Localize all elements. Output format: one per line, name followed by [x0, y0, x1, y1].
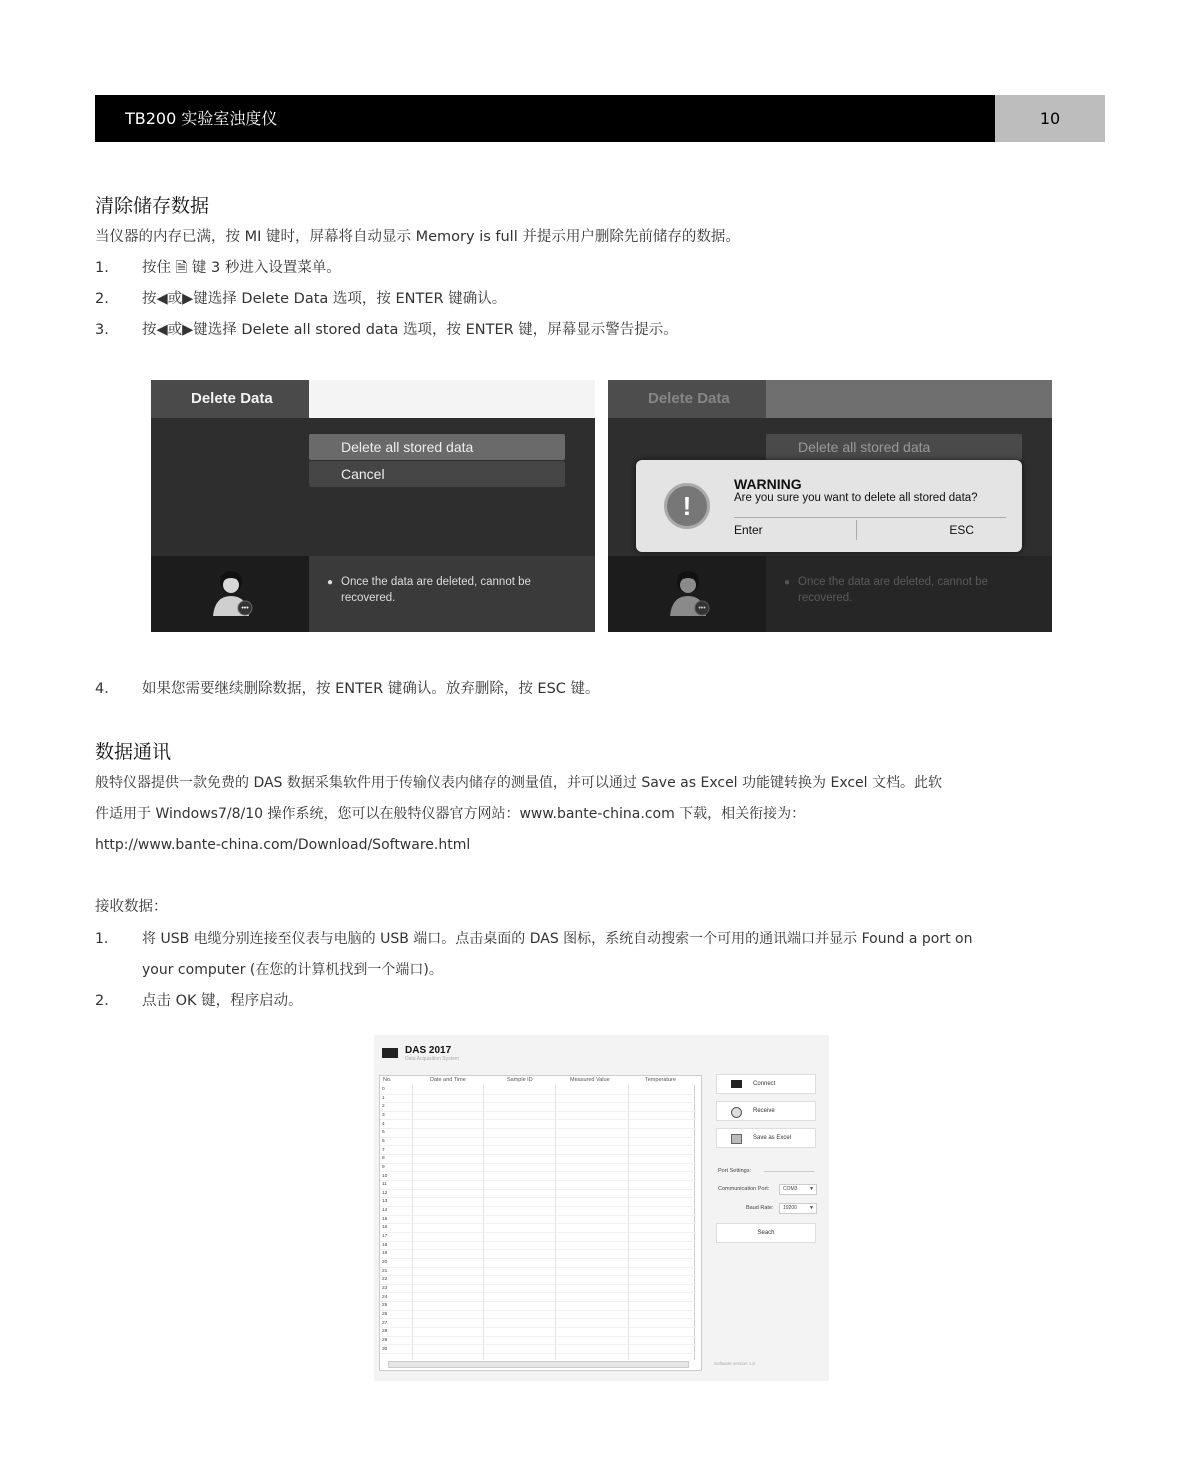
- warning-dialog: [636, 460, 1022, 552]
- button-label: Save as Excel: [753, 1135, 792, 1141]
- baud-rate-select[interactable]: [779, 1203, 817, 1214]
- row-gridline: [380, 1180, 696, 1181]
- chevron-down-icon: ▼: [809, 1205, 814, 1211]
- table-row-number: 19: [382, 1251, 388, 1257]
- column-header: Date and Time: [430, 1077, 466, 1083]
- table-row-number: 30: [382, 1346, 388, 1352]
- app-title: DAS 2017: [405, 1045, 452, 1056]
- download-arrow-icon: [731, 1107, 742, 1118]
- data-table[interactable]: [379, 1075, 702, 1371]
- table-row-number: 20: [382, 1260, 388, 1265]
- table-row-number: 18: [382, 1242, 388, 1248]
- port-settings-label: Port Settings:: [718, 1168, 752, 1174]
- table-row-number: 10: [382, 1173, 388, 1179]
- select-value: COM3: [783, 1186, 798, 1192]
- row-gridline: [380, 1223, 696, 1224]
- download-link[interactable]: http://www.bante-china.com/Download/Software.html: [95, 837, 471, 853]
- list-text: 按◀或▶键选择 Delete Data 选项，按 ENTER 键确认。: [142, 291, 507, 307]
- row-gridline: [380, 1171, 696, 1172]
- row-gridline: [380, 1111, 696, 1112]
- row-gridline: [380, 1258, 696, 1259]
- receive-button[interactable]: [716, 1101, 816, 1121]
- page-header: [95, 95, 1105, 142]
- list-text: 将 USB 电缆分别连接至仪表与电脑的 USB 端口。点击桌面的 DAS 图标，系统自动搜索一个可用的通讯端口并显示 Found a port on: [142, 931, 973, 947]
- row-gridline: [380, 1215, 696, 1216]
- dialog-enter-button[interactable]: Enter: [734, 523, 763, 537]
- das-software-window: [374, 1035, 829, 1381]
- row-gridline: [380, 1189, 696, 1190]
- screen-hint: Once the data are deleted, cannot be recovered.: [341, 576, 531, 604]
- paragraph-line: 般特仪器提供一款免费的 DAS 数据采集软件用于传输仪表内储存的测量值，并可以通过 Save as Excel 功能键转换为 Excel 文档。此软: [95, 775, 943, 791]
- screen-top-band: [309, 380, 595, 418]
- table-row-number: 12: [382, 1190, 388, 1196]
- list-number: 4.: [95, 681, 109, 697]
- svg-text:•••: •••: [241, 605, 249, 612]
- row-gridline: [380, 1327, 696, 1328]
- user-avatar-icon: [666, 566, 712, 618]
- screen-top-band: [766, 380, 1052, 418]
- receive-heading: 接收数据：: [95, 899, 168, 915]
- list-text: 点击 OK 键，程序启动。: [142, 993, 303, 1009]
- row-gridline: [380, 1119, 696, 1120]
- select-value: 19200: [783, 1205, 797, 1211]
- list-number: 3.: [95, 322, 109, 338]
- column-header: No.: [383, 1077, 392, 1083]
- bullet-icon: ●: [327, 577, 334, 588]
- button-label: Connect: [753, 1081, 776, 1087]
- row-gridline: [380, 1344, 696, 1345]
- table-row-number: 3: [382, 1112, 385, 1118]
- chevron-down-icon: ▼: [809, 1186, 814, 1192]
- software-version: Software version 1.0: [714, 1361, 756, 1366]
- device-screen-warning: [608, 380, 1052, 632]
- list-text: 按◀或▶键选择 Delete all stored data 选项，按 ENTER 键，屏幕显示警告提示。: [142, 322, 678, 338]
- row-gridline: [380, 1241, 696, 1242]
- column-header: Measured Value: [570, 1077, 610, 1083]
- row-gridline: [380, 1137, 696, 1138]
- table-row-number: 1: [382, 1095, 385, 1101]
- table-row-number: 2: [382, 1104, 385, 1110]
- dialog-message: Are you sure you want to delete all stored data?: [734, 492, 978, 504]
- table-row-number: 11: [382, 1182, 387, 1188]
- dialog-divider-vertical: [856, 520, 857, 540]
- table-row-number: 28: [382, 1329, 388, 1335]
- row-gridline: [380, 1292, 696, 1293]
- table-row-number: 27: [382, 1320, 388, 1326]
- table-row-number: 16: [382, 1225, 388, 1231]
- table-row-number: 15: [382, 1216, 388, 1222]
- row-gridline: [380, 1206, 696, 1207]
- table-row-number: 17: [382, 1234, 388, 1240]
- list-text: 如果您需要继续删除数据，按 ENTER 键确认。放弃删除，按 ESC 键。: [142, 681, 600, 697]
- paragraph-line: 件适用于 Windows7/8/10 操作系统，您可以在般特仪器官方网站：www.bante-china.com 下载，相关衔接为：: [95, 806, 806, 822]
- dialog-esc-button[interactable]: ESC: [949, 523, 974, 537]
- row-gridline: [380, 1128, 696, 1129]
- app-subtitle: Data Acquisition System: [405, 1056, 459, 1062]
- table-row-number: 24: [382, 1294, 388, 1300]
- section-intro: 当仪器的内存已满，按 MI 键时，屏幕将自动显示 Memory is full 并提示用户删除先前储存的数据。: [95, 229, 740, 245]
- list-number: 2.: [95, 993, 109, 1009]
- row-gridline: [380, 1102, 696, 1103]
- table-row-number: 22: [382, 1277, 388, 1283]
- screen-tab: Delete Data: [608, 380, 766, 418]
- excel-icon: [731, 1134, 742, 1144]
- table-row-number: 4: [382, 1121, 385, 1127]
- row-gridline: [380, 1163, 696, 1164]
- menu-item-cancel[interactable]: Cancel: [309, 461, 565, 487]
- monitor-icon: [382, 1048, 398, 1058]
- list-number: 1.: [95, 260, 109, 276]
- row-gridline: [380, 1094, 696, 1095]
- row-gridline: [380, 1232, 696, 1233]
- table-row-number: 5: [382, 1130, 385, 1136]
- table-row-number: 9: [382, 1164, 385, 1170]
- table-row-number: 8: [382, 1156, 385, 1162]
- divider: [764, 1171, 814, 1172]
- save-as-excel-button[interactable]: [716, 1128, 816, 1148]
- row-gridline: [380, 1310, 696, 1311]
- connect-button[interactable]: [716, 1074, 816, 1094]
- row-gridline: [380, 1301, 696, 1302]
- list-text: your computer (在您的计算机找到一个端口)。: [142, 962, 443, 978]
- menu-item-delete-all[interactable]: Delete all stored data: [309, 434, 565, 460]
- dialog-divider: [734, 517, 1006, 518]
- row-gridline: [380, 1284, 696, 1285]
- row-gridline: [380, 1145, 696, 1146]
- section-heading-data-communication: 数据通讯: [95, 741, 172, 763]
- page-number: 10: [995, 95, 1105, 142]
- menu-item-delete-all: Delete all stored data: [766, 434, 1022, 460]
- table-row-number: 23: [382, 1285, 388, 1291]
- row-gridline: [380, 1353, 696, 1354]
- baud-rate-label: Baud Rate:: [746, 1205, 774, 1211]
- screen-tab: Delete Data: [151, 380, 309, 418]
- list-number: 2.: [95, 291, 109, 307]
- section-heading-clear-data: 清除储存数据: [95, 195, 210, 217]
- horizontal-scrollbar[interactable]: [388, 1361, 689, 1368]
- row-gridline: [380, 1197, 696, 1198]
- table-row-number: 7: [382, 1147, 385, 1153]
- search-button[interactable]: [716, 1223, 816, 1243]
- button-label: Receive: [753, 1108, 775, 1114]
- table-row-number: 14: [382, 1208, 388, 1214]
- row-gridline: [380, 1275, 696, 1276]
- communication-port-select[interactable]: [779, 1184, 817, 1195]
- table-row-number: 13: [382, 1199, 388, 1205]
- table-row-number: 21: [382, 1268, 388, 1274]
- row-gridline: [380, 1154, 696, 1155]
- svg-text:•••: •••: [698, 605, 706, 612]
- screen-hint: Once the data are deleted, cannot be recovered.: [798, 576, 988, 604]
- table-row-number: 25: [382, 1303, 388, 1309]
- list-text: 按住 🗎 键 3 秒进入设置菜单。: [142, 260, 341, 276]
- table-row-number: 0: [382, 1087, 385, 1092]
- header-title: TB200 实验室浊度仪: [125, 109, 278, 128]
- user-avatar-icon: [209, 566, 255, 618]
- column-header: Sample ID: [507, 1077, 533, 1083]
- warning-exclamation-icon: !: [664, 483, 710, 529]
- row-gridline: [380, 1336, 696, 1337]
- bullet-icon: ●: [784, 577, 791, 588]
- row-gridline: [380, 1267, 696, 1268]
- communication-port-label: Communication Port:: [718, 1186, 770, 1192]
- button-label: Seach: [757, 1230, 775, 1236]
- row-gridline: [380, 1249, 696, 1250]
- table-row-number: 6: [382, 1138, 385, 1144]
- list-number: 1.: [95, 931, 109, 947]
- row-gridline: [380, 1318, 696, 1319]
- device-screen-delete-data: [151, 380, 595, 632]
- table-row-number: 26: [382, 1311, 388, 1317]
- dialog-title: WARNING: [734, 476, 802, 492]
- column-header: Temperature: [645, 1077, 676, 1083]
- table-row-number: 29: [382, 1337, 388, 1343]
- monitor-icon: [731, 1080, 742, 1088]
